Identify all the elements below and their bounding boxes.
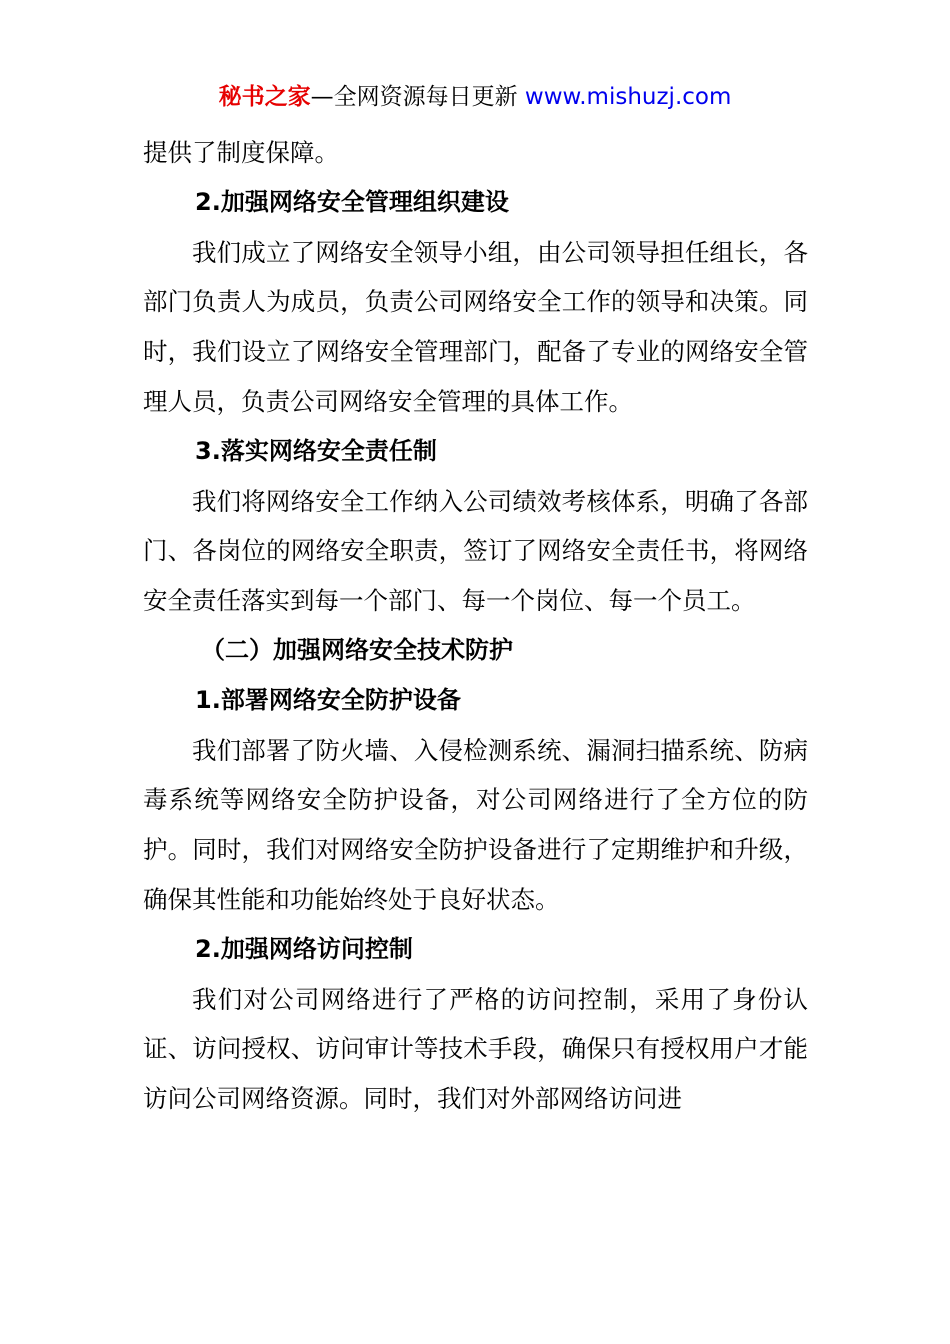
subheading-protection-devices: 1.部署网络安全防护设备 bbox=[195, 685, 461, 714]
paragraph-continuation: 提供了制度保障。 bbox=[143, 138, 339, 167]
subheading-responsibility: 3.落实网络安全责任制 bbox=[195, 436, 437, 465]
subheading-access-control: 2.加强网络访问控制 bbox=[195, 934, 413, 963]
site-brand[interactable]: 秘书之家 bbox=[218, 84, 311, 110]
page-header bbox=[0, 80, 950, 114]
paragraph-responsibility: 我们将网络安全工作纳入公司绩效考核体系，明确了各部门、各岗位的网络安全职责，签订了网络安全责任书，将网络安全责任落实到每一个部门、每一个岗位、每一个员工。 bbox=[143, 486, 808, 616]
document-body bbox=[143, 128, 808, 1124]
section-heading-tech-protection: （二）加强网络安全技术防护 bbox=[201, 635, 513, 664]
site-url-link[interactable]: www.mishuzj.com bbox=[524, 84, 732, 110]
paragraph-protection-devices: 我们部署了防火墙、入侵检测系统、漏洞扫描系统、防病毒系统等网络安全防护设备，对公司网络进行了全方位的防护。同时，我们对网络安全防护设备进行了定期维护和升级，确保其性能和功能始终处于良好状态。 bbox=[143, 735, 808, 914]
site-tagline: —全网资源每日更新 bbox=[310, 84, 525, 110]
paragraph-access-control: 我们对公司网络进行了严格的访问控制，采用了身份认证、访问授权、访问审计等技术手段，确保只有授权用户才能访问公司网络资源。同时，我们对外部网络访问进 bbox=[143, 984, 808, 1114]
paragraph-org-construction: 我们成立了网络安全领导小组，由公司领导担任组长，各部门负责人为成员，负责公司网络安全工作的领导和决策。同时，我们设立了网络安全管理部门，配备了专业的网络安全管理人员，负责公司网络安全管理的具体工作。 bbox=[143, 237, 808, 416]
subheading-org-construction: 2.加强网络安全管理组织建设 bbox=[195, 187, 509, 216]
